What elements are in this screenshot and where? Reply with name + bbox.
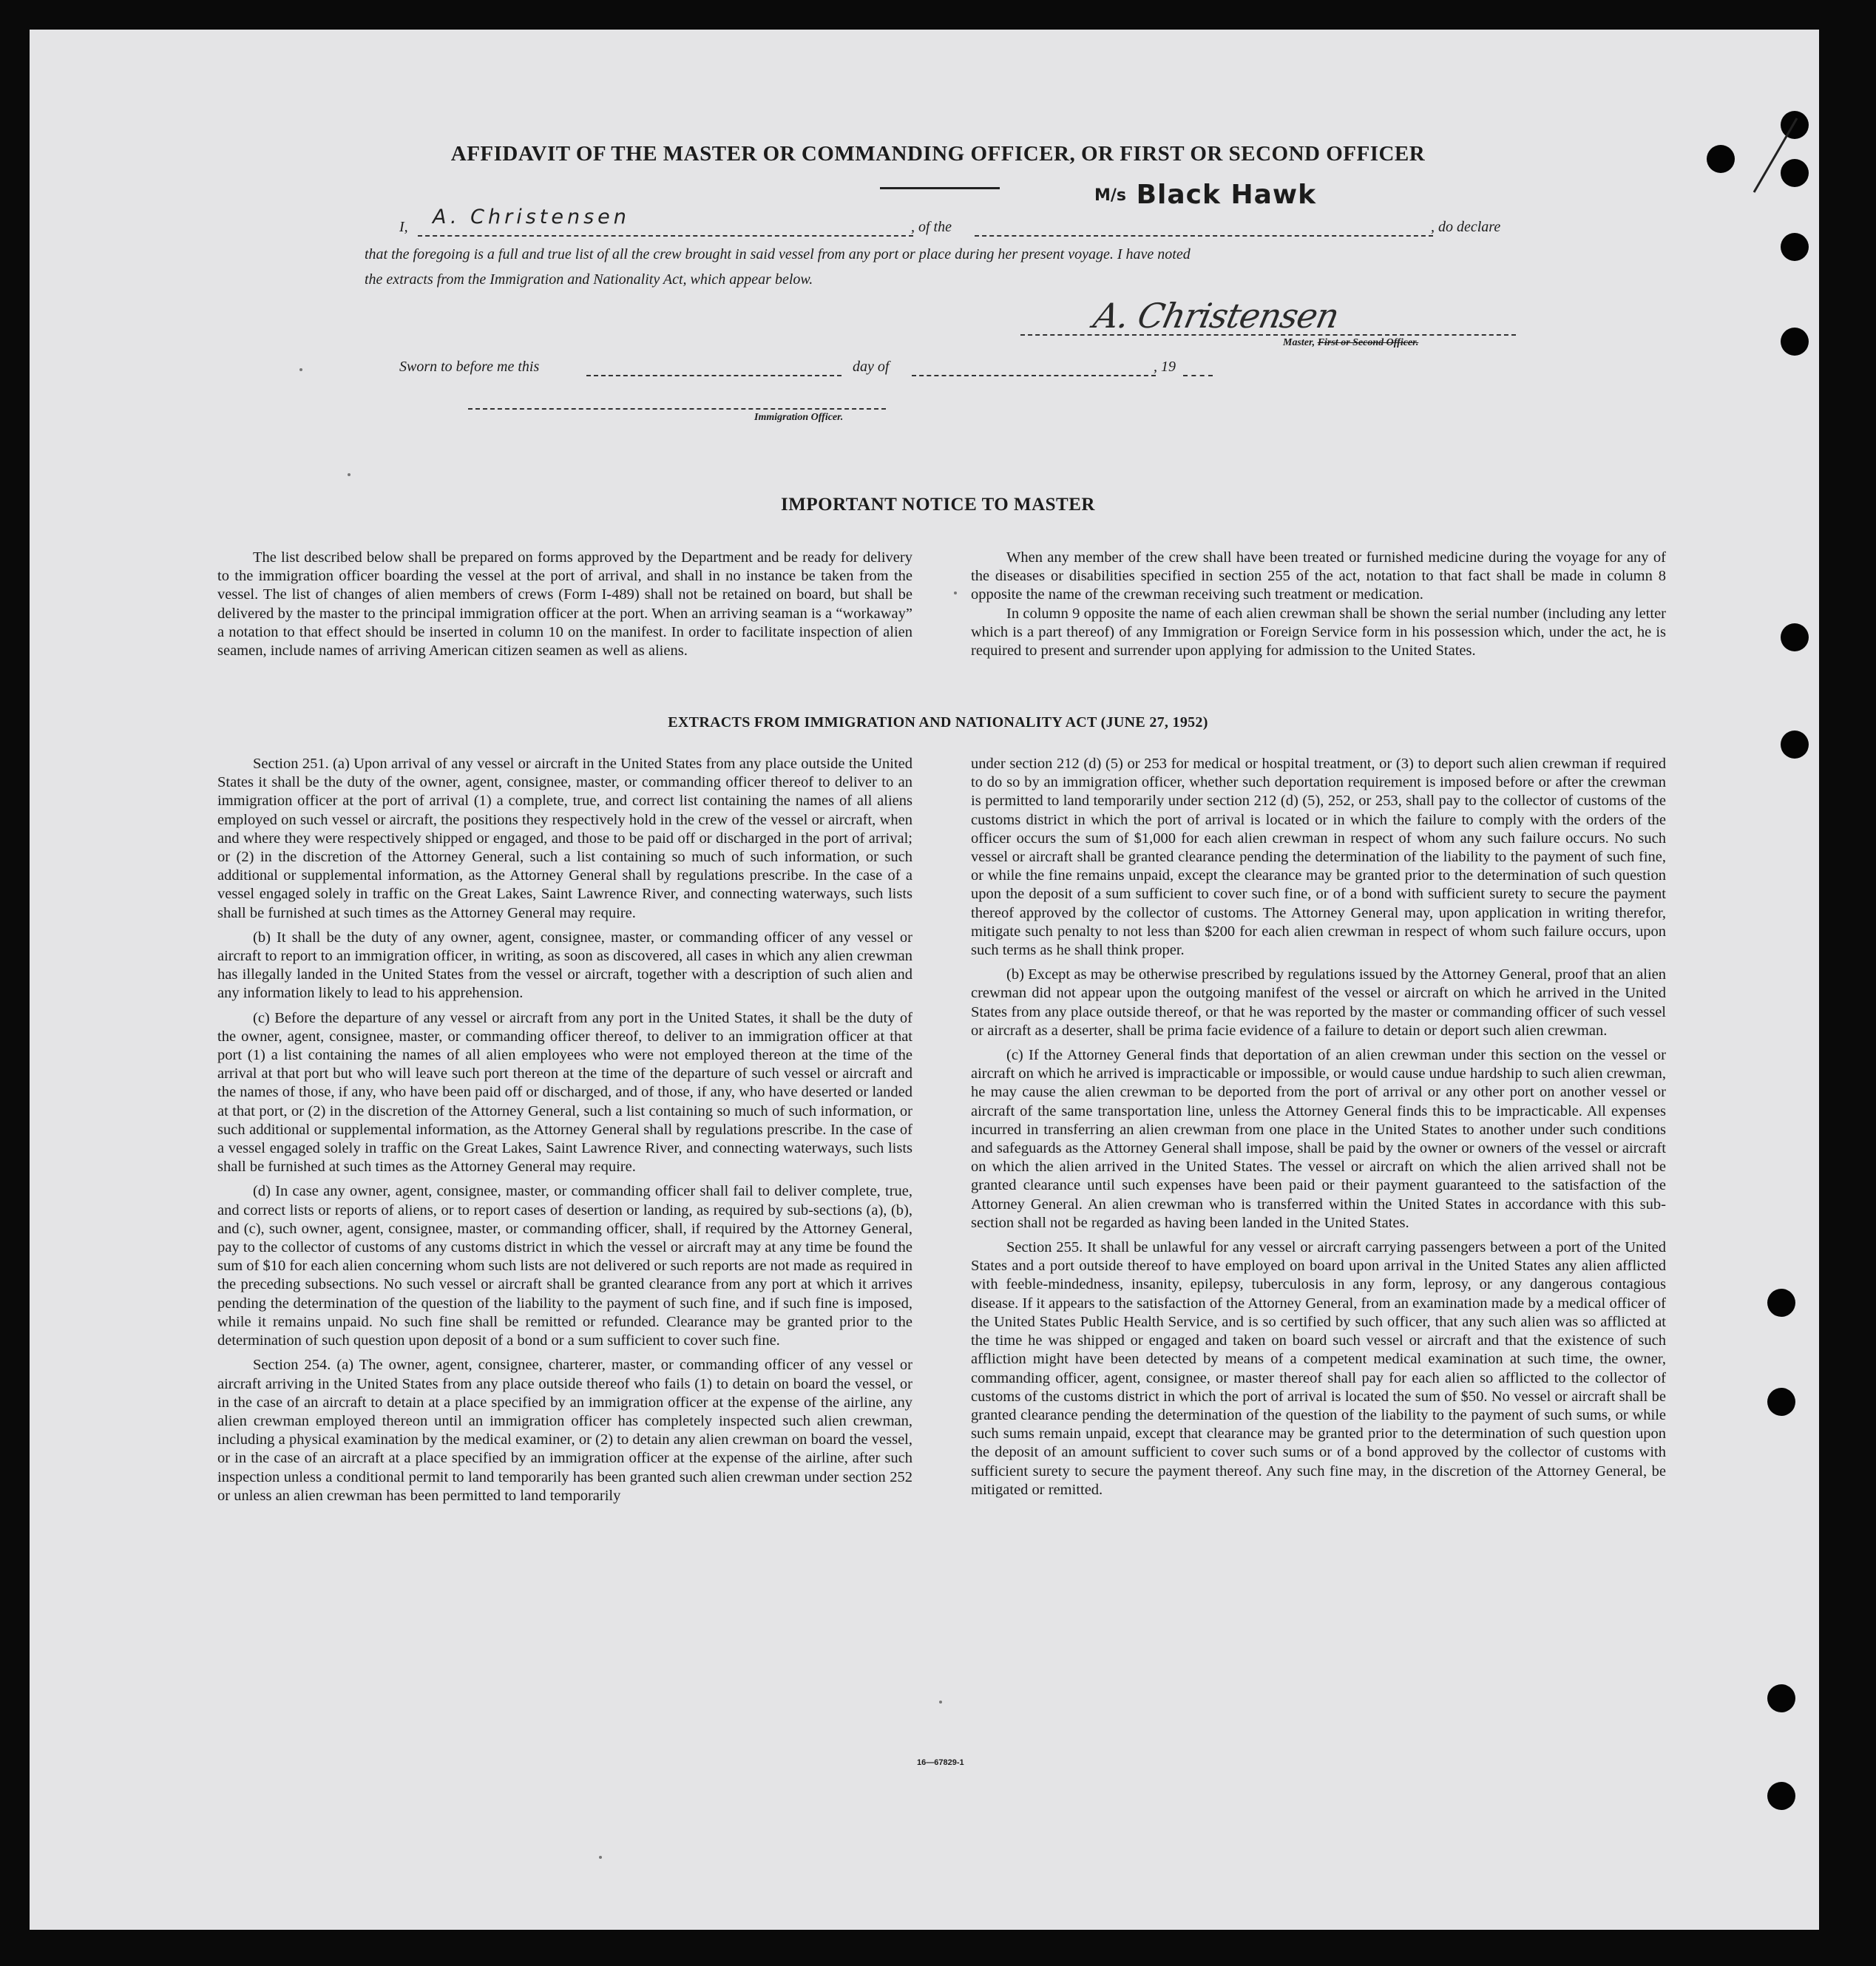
notice-right-paragraph-2: In column 9 opposite the name of each alien crewman shall be shown the serial number (including any letter which is a part thereof) of any Immigration or Foreign Service form in his possession which, under the act, he is required to present and surrender upon applying for admission to the United States. [971, 605, 1666, 660]
punch-hole [1767, 1388, 1795, 1416]
do-declare-label: , do declare [1431, 219, 1501, 235]
year-line [1183, 375, 1213, 376]
section-254-a-continued: under section 212 (d) (5) or 253 for medical or hospital treatment, or (3) to deport such alien crewman if required to do so by an immigration officer, whether such deportation requirement is imposed before or after the crewman is permitted to land temporarily under section 212 (d) (5), 252, or 253, shall pay to the collector of customs of the customs district in which the port of arrival is located or in which the failure to comply with the orders of the officer occurs the sum of $1,000 for each alien crewman in respect of whom any such failure occurs. No such vessel or aircraft shall be granted clearance pending the determination of the liability to the payment of such fine, or while the fine remains unpaid, except the clearance may be granted prior to the determination of such question upon the deposit of a sum sufficient to cover such fine, or of a bond with sufficient surety to secure the payment thereof approved by the collector of customs. The Attorney General may, upon application in writing therefor, mitigate such penalty to not less than $200 for each alien crewman in respect of whom such failure occurs, upon such terms as he shall think proper. [971, 756, 1666, 959]
signature-line [1020, 334, 1516, 336]
master-signature: A. Christensen [1090, 296, 1343, 336]
declaration-i: I, [399, 219, 408, 235]
notice-title: IMPORTANT NOTICE TO MASTER [781, 495, 1095, 515]
officer-name-line [418, 235, 913, 237]
notice-right-column [971, 549, 1666, 666]
immigration-officer-label: Immigration Officer. [754, 412, 844, 423]
section-251-d: (d) In case any owner, agent, consignee, master, or commanding officer shall fail to deliver complete, true, and correct lists or reports of aliens, or to report cases of desertion or landing, as required by sub-sections (a), (b), and (c), such owner, agent, consignee, master, or commanding officer, shall, if required by the Attorney General, pay to the collector of customs of any customs district in which the vessel or aircraft may at any time be found the sum of $10 for each alien concerning whom such lists are not delivered or such reports are not made as required in the preceding subsections. No such vessel or aircraft shall be granted clearance from any port at which it arrives pending the determination of the question of the liability to the payment of such fine, and if such fine is imposed, while it remains unpaid. No such fine shall be remitted or refunded. Clearance may be granted prior to the determination of such question upon deposit of a bond or a sum sufficient to cover such fine. [217, 1183, 912, 1349]
declaration-line-3: the extracts from the Immigration and Nationality Act, which appear below. [365, 271, 813, 288]
section-251-c: (c) Before the departure of any vessel or aircraft from any port in the United States, it shall be the duty of the owner, agent, consignee, master, or commanding officer thereof, to deliver to an immigration officer at that port (1) a list containing the names of all alien employees who were not employed thereon at the time of the arrival at that port but who will leave such port thereon at the time of the departure of such vessel or aircraft and the names of those, if any, who have been paid off or discharged, and of those, if any, who have deserted or landed at that port, or (2) in the discretion of the Attorney General, such a list containing so much of such information, or such additional or supplemental information, as the Attorney General shall by regulations prescribe. In the case of a vessel engaged solely in traffic on the Great Lakes, Saint Lawrence River, and connecting waterways, such lists shall be furnished at such times as the Attorney General may require. [217, 1009, 912, 1176]
notice-left-column [217, 549, 912, 666]
extracts-title: EXTRACTS FROM IMMIGRATION AND NATIONALITY ACT (JUNE 27, 1952) [668, 714, 1208, 731]
sworn-month-line [912, 375, 1156, 376]
master-label: Master, [1283, 337, 1315, 348]
section-254-a: Section 254. (a) The owner, agent, consignee, charterer, master, or commanding officer of any vessel or aircraft arriving in the United States from any place outside thereof who fails (1) to detain on board the vessel, or in the case of an aircraft to detain at a place specified by an immigration officer at the expense of the airline, any alien crewman employed thereon until an immigration officer has completely inspected such alien crewman, including a physical examination by the medical examiner, or (2) to detain any alien crewman on board the vessel, or in the case of an aircraft at a place specified by an immigration officer at the expense of the airline, after such inspection unless a conditional permit to land temporarily has been granted such alien crewman under section 252 or unless an alien crewman has been permitted to land temporarily [217, 1357, 912, 1504]
extracts-left-column [217, 755, 912, 1511]
section-255: Section 255. It shall be unlawful for any vessel or aircraft carrying passengers between a port of the United States and a port outside thereof to have employed on board upon arrival in the United States any alien afflicted with feeble-mindedness, insanity, epilepsy, tuberculosis in any form, leprosy, or any dangerous contagious disease. If it appears to the satisfaction of the Attorney General, from an examination made by a medical officer of the United States Public Health Service, and is so certified by such officer, that any such alien was so afflicted at the time he was shipped or engaged and taken on board such vessel or aircraft and that the existence of such affliction might have been detected by means of a competent medical examination at such time, the owner, commanding officer, agent, consignee, or master thereof shall pay for each alien so afflicted to the collector of customs of the customs district in which the port of arrival is located the sum of $50. No vessel or aircraft shall be granted clearance pending the determination of the question of the liability to the payment of such sums, or while such sums remain unpaid, except that clearance may be granted prior to the determination of such question upon the deposit of an amount sufficient to cover such sums or of a bond approved by the collector of customs with sufficient surety to secure the payment thereof. Any such fine may, in the discretion of the Attorney General, be mitigated or remitted. [971, 1239, 1666, 1498]
title-rule [880, 187, 1000, 189]
vessel-prefix: M/s [1094, 186, 1127, 205]
section-251-a: Section 251. (a) Upon arrival of any vessel or aircraft in the United States from any place outside the United States it shall be the duty of the owner, agent, consignee, master, or commanding officer thereof to deliver to an immigration officer at the port of arrival (1) a complete, true, and correct list containing the names of all aliens employed on such vessel or aircraft, the positions they respectively hold in the crew of the vessel or aircraft, when and where they were respectively shipped or engaged, and those to be paid off or discharged in the port of arrival; or (2) in the discretion of the Attorney General, such a list containing so much of such information, or such additional or supplemental information, as the Attorney General shall by regulations prescribe. In the case of a vessel engaged solely in traffic on the Great Lakes, Saint Lawrence River, and connecting waterways, such lists shall be furnished at such times as the Attorney General may require. [217, 756, 912, 921]
vessel-stamp [1094, 180, 1316, 210]
first-second-officer-struck: First or Second Officer. [1317, 337, 1419, 348]
affidavit-title: AFFIDAVIT OF THE MASTER OR COMMANDING OFFICER, OR FIRST OR SECOND OFFICER [450, 142, 1426, 166]
punch-hole [1781, 328, 1809, 356]
declaration-line-2: that the foregoing is a full and true list of all the crew brought in said vessel from any port or place during her present voyage. I have noted [365, 246, 1191, 262]
year-label: , 19 [1154, 359, 1176, 375]
punch-hole [1767, 1289, 1795, 1317]
scan-speck [299, 368, 302, 371]
scan-speck [954, 592, 957, 594]
notice-left-paragraph: The list described below shall be prepared on forms approved by the Department and be ready for delivery to the immigration officer boarding the vessel at the port of arrival, and shall in no instance be taken from the vessel. The list of changes of alien members of crews (Form I-489) shall not be retained on board, but shall be delivered by the master to the principal immigration officer at the port. When an arriving seaman is a “workaway” a notation to that effect should be inserted in column 10 on the manifest. In order to facilitate inspection of alien seamen, include names of arriving American citizen seamen as well as aliens. [217, 549, 912, 660]
punch-hole [1781, 623, 1809, 651]
immigration-officer-line [468, 408, 886, 410]
master-title [1283, 337, 1418, 349]
scan-edge [1819, 30, 1876, 1930]
vessel-name: Black Hawk [1136, 180, 1317, 210]
day-of-label: day of [853, 359, 890, 375]
vessel-line [975, 235, 1433, 237]
scan-speck [939, 1701, 942, 1704]
punch-hole [1781, 731, 1809, 759]
officer-name-handwritten: A. Christensen [433, 206, 630, 228]
section-251-b: (b) It shall be the duty of any owner, agent, consignee, master, or commanding officer of any vessel or aircraft to report to an immigration officer, in writing, as soon as discovered, all cases in which any alien crewman has illegally landed in the United States from the vessel or aircraft, together with a description of such alien and any information likely to lead to his apprehension. [217, 929, 912, 1002]
extracts-right-column [971, 755, 1666, 1505]
sworn-day-line [586, 375, 842, 376]
scan-speck [599, 1856, 602, 1859]
notice-right-paragraph-1: When any member of the crew shall have been treated or furnished medicine during the voyage for any of the diseases or disabilities specified in section 255 of the act, notation to that fact shall be made in column 8 opposite the name of the crewman receiving such treatment or medication. [971, 549, 1666, 603]
punch-hole [1781, 233, 1809, 261]
scan-speck [348, 473, 351, 476]
form-number: 16—67829-1 [917, 1758, 964, 1767]
punch-hole [1767, 1684, 1795, 1712]
section-254-b: (b) Except as may be otherwise prescribed by regulations issued by the Attorney General, proof that an alien crewman did not appear upon the outgoing manifest of the vessel or aircraft on which he arrived in the United States from any place outside thereof, or that he was reported by the master or commanding officer of such vessel or aircraft as a deserter, shall be prima facie evidence of a failure to detain or deport such alien crewman. [971, 966, 1666, 1039]
section-254-c: (c) If the Attorney General finds that deportation of an alien crewman under this section on the vessel or aircraft on which he arrived is impracticable or impossible, or would cause undue hardship to such alien crewman, he may cause the alien crewman to be deported from the port of arrival or any other port on another vessel or aircraft of the same transportation line, unless the Attorney General finds this to be impracticable. All expenses incurred in transferring an alien crewman from one place in the United States to another under such conditions and safeguards as the Attorney General shall impose, shall be paid by the owner or owners of the vessel or aircraft on which the alien arrived in the United States. The vessel or aircraft on which the alien arrived shall not be granted clearance until such expenses have been paid or their payment guaranteed to the satisfaction of the Attorney General. An alien crewman who is transferred within the United States in accordance with this sub-section shall not be regarded as having been landed in the United States. [971, 1047, 1666, 1231]
sworn-label: Sworn to before me this [399, 359, 540, 375]
punch-hole [1767, 1782, 1795, 1810]
of-the-label: , of the [911, 219, 952, 235]
